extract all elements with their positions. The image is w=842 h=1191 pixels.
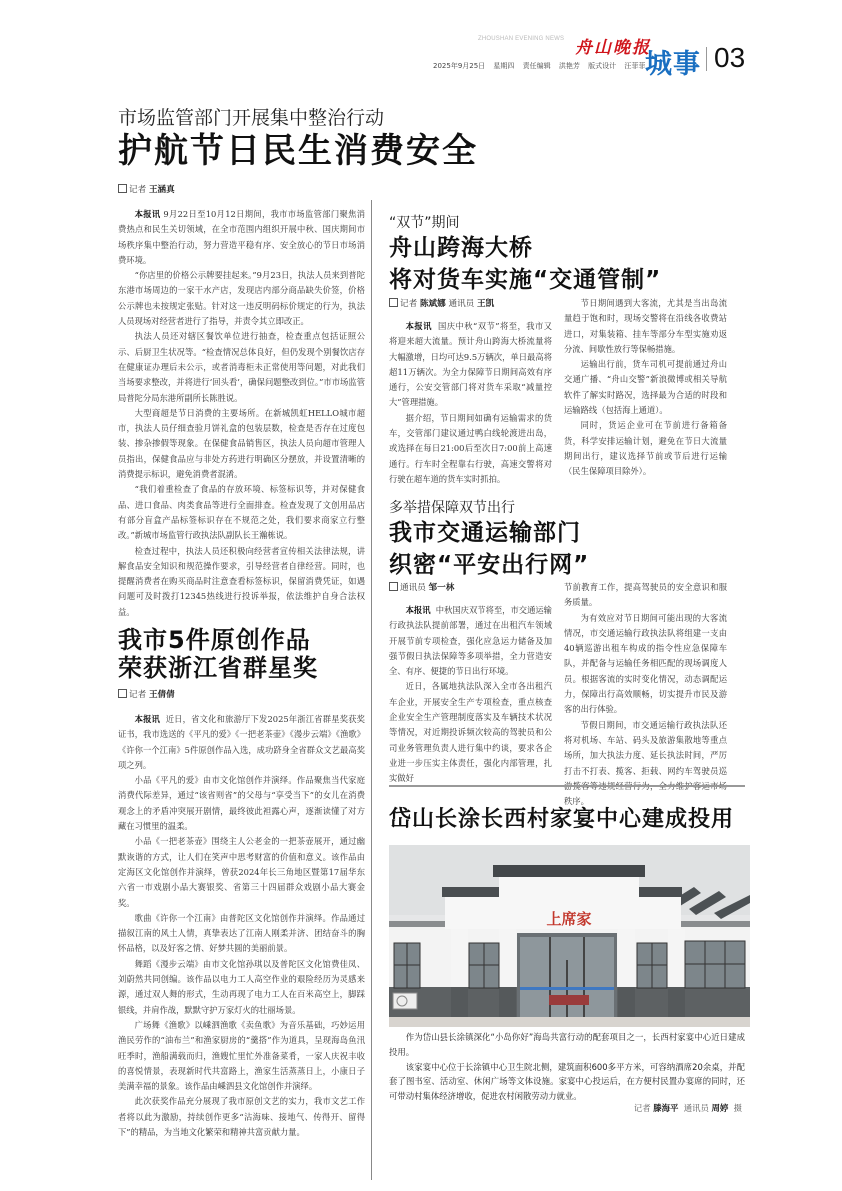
article3-paragraph: 节日期间遇到大客流，尤其是当出岛流量趋于饱和时，现场交警将在沿线各收费站进口，对集装箱、挂车等部分车型实施劝返分流、间歇性放行等保畅措施。 xyxy=(564,298,727,354)
article2-paragraph: 小品《一把老茶壶》围绕主人公老金的一把茶壶展开，通过幽默诙谐的方式，让人们在笑声中思考财富的价值和意义。该作品由定海区文化馆创作并演绎，曾获2024年长三角地区暨第17届华东六省一市戏剧小品大赛银奖、省第三十四届群众戏剧小品大赛金奖。 xyxy=(118,836,365,908)
newspaper-logo: 舟山晚报 xyxy=(575,38,651,58)
banquet-hall-photo xyxy=(389,845,750,1027)
lead-tag: 本报讯 xyxy=(134,209,161,219)
byline-name: 王倩倩 xyxy=(148,690,175,700)
article2-paragraph xyxy=(118,712,365,773)
photo-credit xyxy=(560,1102,742,1114)
designer-label: 版式设计 xyxy=(588,62,617,70)
issue-date: 2025年9月25日 xyxy=(433,62,486,70)
article4-headline-line1: 我市交通运输部门 xyxy=(389,520,581,546)
article3-col1 xyxy=(389,319,552,487)
credit-name: 周婷 xyxy=(711,1103,729,1113)
byline-name: 邹一林 xyxy=(428,583,455,593)
designer-name: 汪菲菲 xyxy=(624,62,646,70)
hall-sign: 上席家 xyxy=(546,910,592,928)
article1-byline xyxy=(118,183,175,195)
article3-kicker: “双节”期间 xyxy=(389,215,460,231)
article4-headline xyxy=(389,517,589,581)
article3-headline xyxy=(389,232,661,296)
paragraph-text: 中秋国庆双节将至，市交通运输行政执法队提前部署，通过在出租汽车领域开展节前专项检查，强化应急运力储备及加强节假日执法保障等多项举措，全力营造安全、有序、便捷的节日出行环境。 xyxy=(389,605,552,677)
byline-name: 陈斌娜 xyxy=(419,299,446,309)
photo-story-headline: 岱山长涂长西村家宴中心建成投用 xyxy=(389,807,735,832)
article2-paragraph: 此次获奖作品充分展现了我市原创文艺的实力，我市文艺工作者将以此为激励，持续创作更多“沾海味、接地气、传得开、留得下”的精品，为当地文化繁荣和精神共富贡献力量。 xyxy=(118,1096,365,1138)
byline-role: 通讯员 xyxy=(400,583,426,593)
article4-paragraph: 近日，各属地执法队深入全市各出租汽车企业，开展安全生产专项检查，重点核查企业安全生产管理制度落实及车辆技术状况等情况，对近期投诉频次较高的驾驶员和公司业务管理负责人进行集中约谈，要求各企业进一步压实主体责任，强化内部管理，扎实做好 xyxy=(389,681,552,784)
article4-byline xyxy=(389,581,454,593)
byline-box-icon xyxy=(118,689,127,698)
masthead-divider xyxy=(706,47,707,71)
masthead-english-name: ZHOUSHAN EVENING NEWS xyxy=(478,36,565,42)
article1-headline: 护航节日民生消费安全 xyxy=(118,131,478,171)
article1-paragraph: 检查过程中，执法人员还积极向经营者宣传相关法律法规，讲解食品安全知识和规范操作要求，引导经营者自律经营。同时，也提醒消费者在购买商品时注意查看标签标识，保留消费凭证，如遇问题可及时拨打12345热线进行投诉举报，依法维护自身合法权益。 xyxy=(118,545,365,617)
article2-headline xyxy=(118,626,318,682)
article1-paragraph: 执法人员还对辖区餐饮单位进行抽查，检查重点包括证照公示、后厨卫生状况等。“检查情况总体良好，但仍发现个别餐饮店存在健康证办理后未公示，或者消毒柜未正常使用等问题，对此我们当场要求整改，并将进行‘回头看’，确保问题整改到位。”市市场监管局普陀分局东港所副所长陈胜说。 xyxy=(118,331,365,403)
article4-col1 xyxy=(389,603,552,787)
byline-box-icon xyxy=(389,582,398,591)
caption-paragraph: 作为岱山县长涂镇深化“小岛你好”海岛共富行动的配套项目之一，长西村家宴中心近日建成投用。 xyxy=(389,1032,745,1057)
article1-paragraph: “我们着重检查了食品的存放环境、标签标识等，并对保健食品、进口食品、肉类食品等进行全面排查。检查发现了文创用品店有部分盲盒产品标签标识存在不规范之处，我们要求商家立行整改。”新城市场监管行政执法队副队长王瀚栋说。 xyxy=(118,484,365,541)
article4-headline-line2: 织密“平安出行网” xyxy=(389,552,590,578)
article2-byline xyxy=(118,688,175,700)
credit-name: 滕海平 xyxy=(653,1103,679,1113)
article3-paragraph xyxy=(389,319,552,411)
byline-role: 记者 xyxy=(129,185,147,195)
article3-col2 xyxy=(564,296,727,480)
byline-box-icon xyxy=(118,184,127,193)
page-number: 03 xyxy=(714,42,746,73)
article3-byline xyxy=(389,297,494,309)
article2-paragraph: 歌曲《许你一个江南》由普陀区文化馆创作并演绎。作品通过描叙江南的风土人情，真挚表达了江南人刚柔并济、团结奋斗的胸怀品格，以及好客之情、好梦共圆的美丽前景。 xyxy=(118,912,365,954)
lead-tag: 本报讯 xyxy=(405,605,431,615)
article4-paragraph: 节前教育工作，提高驾驶员的安全意识和服务质量。 xyxy=(564,582,727,608)
article2-body xyxy=(118,712,365,1140)
byline-name: 王涵真 xyxy=(148,185,175,195)
article3-paragraph: 运输出行前，货车司机可提前通过舟山交通广播、“舟山交警”新浪微博或相关导航软件了解实时路况，选择最为合适的时段和运输路线（包括海上通道）。 xyxy=(564,359,727,416)
article1-paragraph xyxy=(118,207,365,268)
article1-paragraph: 大型商超是节日消费的主要场所。在新城凯虹HELLO城市超市，执法人员仔细查验月饼礼盒的包装层数，检查是否存在过度包装、掺杂掺假等现象。在保健食品销售区，执法人员向超市管理人员指出，保健食品应与非处方药进行明确区分摆放，并设置清晰的消费提示标识，避免消费者混淆。 xyxy=(118,407,365,480)
photo-caption xyxy=(389,1030,745,1104)
article2-paragraph: 舞蹈《漫步云端》由市文化馆孙琪以及普陀区文化馆费佳凤、刘蔚然共同创编。该作品以电力工人高空作业的艰险经历为灵感来源，通过双人舞的形式，生动再现了电力工人在百米高空上，脚踩银线，并肩作战，默默守护万家灯火的壮丽场景。 xyxy=(118,958,365,1015)
issue-weekday: 星期四 xyxy=(493,62,515,70)
lead-tag: 本报讯 xyxy=(405,321,432,331)
article1-kicker: 市场监管部门开展集中整治行动 xyxy=(118,107,385,129)
byline-role: 记者 xyxy=(400,299,418,309)
article3-headline-line2: 将对货车实施“交通管制” xyxy=(389,267,662,293)
article4-paragraph: 为有效应对节日期间可能出现的大客流情况，市交通运输行政执法队将组建一支由40辆巡游出租车构成的指令性应急保障车队，并配备与运输任务相匹配的现场调度人员。根据客流的实时变化情况，动态调配运力，保障出行高效顺畅，切实提升市民及游客的出行体验。 xyxy=(564,612,727,715)
byline-role: 记者 xyxy=(129,690,147,700)
section-divider xyxy=(389,785,745,787)
article1-body xyxy=(118,207,365,620)
editor-label: 责任编辑 xyxy=(522,62,551,70)
article4-col2 xyxy=(564,580,727,809)
byline-box-icon xyxy=(389,298,398,307)
paragraph-text: 国庆中秋“双节”将至，我市又将迎来超大流量。预计舟山跨海大桥流量将大幅激增，日均可达9.5万辆次，单日最高将超11万辆次。为全力保障节日期间高效有序通行，公安交管部门将对货车采取“减量控大”管理措施。 xyxy=(389,321,552,408)
article3-paragraph: 同时，货运企业可在节前进行备箱备货，科学安排运输计划，避免在节日大流量期间出行，建议选择节前或节后进行运输（民生保障项目除外）。 xyxy=(564,420,727,477)
banquet-hall-illustration xyxy=(389,845,750,1027)
credit-role: 记者 xyxy=(633,1103,651,1113)
paragraph-text: 近日，省文化和旅游厅下发2025年浙江省群星奖获奖证书，我市选送的《平凡的爱》《一把老茶壶》《漫步云端》《渔歌》《许你一个江南》5件原创作品入选，成功跻身全省群众文艺最高奖项之列。 xyxy=(118,714,365,770)
article2-paragraph: 广场舞《渔歌》以嵊泗渔歌《卖鱼歌》为音乐基础，巧妙运用渔民劳作的“油布兰”和渔家厨房的“羹搭”作为道具，呈现海岛鱼汛旺季时，渔船满载而归，渔嫂忙里忙外准备菜肴，一家人庆祝丰收的喜悦情景，表现新时代共富路上，渔家生活蒸蒸日上，小康日子美满幸福的景象。该作品由嵊泗县文化馆创作并演绎。 xyxy=(118,1019,365,1092)
lead-tag: 本报讯 xyxy=(134,714,161,724)
paragraph-text: 9月22日至10月12日期间，我市市场监管部门聚焦消费热点和民生关切领域，在全市范围内组织开展中秋、国庆期间市场秩序集中整治行动，努力营造平稳有序、安全放心的节日市场消费环境。 xyxy=(118,209,366,265)
editor-name: 洪艳芳 xyxy=(558,62,580,70)
caption-paragraph: 该家宴中心位于长涂镇中心卫生院北侧，建筑面积600多平方米，可容纳酒席20余桌，并配套了图书室、活动室、休闲广场等文体设施。家宴中心投运后，在方便村民置办宴席的同时，还可带动村集体经济增收，促进农村闲散劳动力就业。 xyxy=(389,1061,745,1102)
section-title: 城事 xyxy=(645,49,701,80)
byline-name: 王凯 xyxy=(477,299,495,309)
article2-paragraph: 小品《平凡的爱》由市文化馆创作并演绎。作品聚焦当代家庭消费代际差异，通过“该省则省”的父母与“享受当下”的女儿在消费观念上的矛盾冲突展开剧情，最终彼此袒露心声，逐渐读懂了对方藏在习惯里的温柔。 xyxy=(118,775,365,832)
article2-headline-line2: 荣获浙江省群星奖 xyxy=(118,654,318,682)
article4-kicker: 多举措保障双节出行 xyxy=(389,500,515,516)
article3-headline-line1: 舟山跨海大桥 xyxy=(389,235,533,261)
article4-paragraph xyxy=(389,603,552,679)
credit-role: 通讯员 xyxy=(683,1103,709,1113)
credit-suffix: 摄 xyxy=(733,1103,742,1113)
article2-headline-line1: 我市5件原创作品 xyxy=(118,626,311,654)
article3-paragraph: 据介绍，节日期间如确有运输需求的货车，交管部门建议通过鸭白线轮渡进出岛，或选择在每日21:00后至次日7:00前上高速通行。行车时全程靠右行驶，高速交警将对行驶在超车道的货车实时抓拍。 xyxy=(389,412,552,484)
masthead-info xyxy=(433,61,651,71)
byline-role: 通讯员 xyxy=(448,299,475,309)
article1-paragraph: “你店里的价格公示牌要挂起来。”9月23日，执法人员来到普陀东港市场周边的一家干水产店，发现店内部分商品缺失价签，价格公示牌也未按规定张贴。针对这一违反明码标价规定的行为，执法人员现场对经营者进行了指导，并责令其立即改正。 xyxy=(118,270,365,327)
article4-paragraph: 节假日期间，市交通运输行政执法队还将对机场、车站、码头及旅游集散地等重点场所，加大执法力度、延长执法时间，严厉打击不打表、揽客、拒载、网约车驾驶员巡 秩序。 xyxy=(564,719,727,807)
column-divider xyxy=(371,200,372,1180)
